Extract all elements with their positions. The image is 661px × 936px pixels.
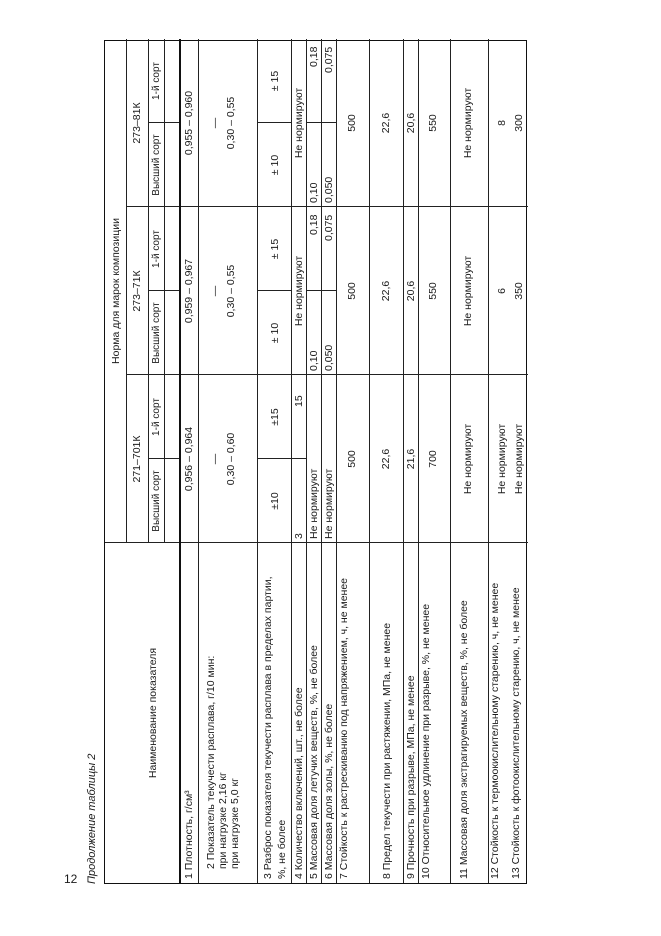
table-cell: 0,10 <box>308 182 320 203</box>
row-separator <box>257 39 258 883</box>
row-label: 10 Относительное удлинение при разрыве, %, не менее <box>420 603 432 879</box>
grade-divider <box>257 458 306 459</box>
table-cell: ± 10 <box>269 154 281 176</box>
table-cell: 500 <box>346 450 358 468</box>
table-cell: 550 <box>427 282 439 300</box>
table-cell: 0,955 – 0,960 <box>183 90 195 156</box>
table-cell: — <box>209 117 221 129</box>
table-cell: 0,050 <box>323 176 335 203</box>
table-cell: Не нормируют <box>462 255 474 327</box>
header-line <box>126 39 127 543</box>
row-label: 5 Массовая доля летучих веществ, %, не более <box>308 645 320 879</box>
table-cell: 0,075 <box>323 214 335 241</box>
table-cell: 0,10 <box>308 350 320 371</box>
table-cell: 500 <box>346 282 358 300</box>
header-line <box>148 39 149 543</box>
grade-divider <box>306 122 336 123</box>
row-label: %, не более <box>276 819 288 879</box>
brand-header: 273–71К <box>131 270 143 312</box>
table-cell: 21,6 <box>405 448 417 470</box>
table-cell: 22,6 <box>380 112 392 134</box>
table-cell: — <box>209 285 221 297</box>
table-cell: Не нормируют <box>308 468 320 539</box>
table-cell: 0,30 – 0,60 <box>225 432 237 486</box>
table-cell: 0,959 – 0,967 <box>183 258 195 324</box>
header-bottom-line <box>179 39 181 883</box>
header-line <box>164 39 165 543</box>
grade-divider <box>148 458 179 459</box>
table-cell: Не нормируют <box>293 87 305 159</box>
grade-header: 1-й сорт <box>151 230 162 268</box>
table-cell: ±10 <box>269 492 281 510</box>
row-separator <box>198 39 199 883</box>
grade-header: 1-й сорт <box>151 62 162 100</box>
table-cell: — <box>209 453 221 465</box>
continuation-label: Продолжение таблицы 2 <box>86 753 98 884</box>
row-label: 1 Плотность, г/см³ <box>183 790 195 879</box>
row-label: 9 Прочность при разрыве, МПа, не менее <box>405 675 417 879</box>
table-cell: 0,30 – 0,55 <box>225 264 237 318</box>
brand-header: 273–81К <box>131 102 143 144</box>
row-label: 8 Предел текучести при растяжении, МПа, не менее <box>381 622 393 879</box>
table-cell: Не нормируют <box>496 423 508 495</box>
row-label: 4 Количество включений, шт., не более <box>293 687 305 879</box>
table-cell: Не нормируют <box>462 423 474 495</box>
grade-header: Высший сорт <box>151 134 162 196</box>
grade-header: Высший сорт <box>151 470 162 532</box>
table-cell: 0,30 – 0,55 <box>225 96 237 150</box>
row-separator <box>336 39 337 883</box>
row-separator <box>450 39 451 883</box>
table-cell: ± 15 <box>269 238 281 260</box>
table-cell: ±15 <box>269 408 281 426</box>
table-cell: 0,075 <box>323 46 335 73</box>
row-separator <box>306 39 307 883</box>
table-cell: 6 <box>496 288 508 294</box>
row-separator <box>403 39 404 883</box>
table-cell: 8 <box>496 120 508 126</box>
page-number: 12 <box>64 872 78 886</box>
table-cell: Не нормируют <box>513 423 525 495</box>
brand-header: 271–701К <box>131 435 143 483</box>
data-table <box>104 40 527 884</box>
row-label: при нагрузке 5,0 кг <box>229 778 241 869</box>
row-label: 11 Массовая доля экстрагируемых веществ, %, не более <box>458 600 470 879</box>
table-cell: Не нормируют <box>462 87 474 159</box>
grade-divider <box>148 122 179 123</box>
norm-header: Норма для марок композиции <box>110 218 122 364</box>
table-cell: 3 <box>293 533 305 539</box>
table-cell: ± 10 <box>269 322 281 344</box>
row-label: 13 Стойкость к фотоокислительному старению, ч, не менее <box>510 587 522 879</box>
grade-header: Высший сорт <box>151 302 162 364</box>
table-cell: 15 <box>293 395 305 407</box>
table-cell: 300 <box>513 114 525 132</box>
table-cell: ± 15 <box>269 70 281 92</box>
row-label: 12 Стойкость к термоокислительному старению, ч, не менее <box>489 582 501 879</box>
row-separator <box>321 39 322 883</box>
table-cell: Не нормируют <box>323 468 335 539</box>
row-separator <box>291 39 292 883</box>
grade-divider <box>306 290 336 291</box>
table-cell: 0,050 <box>323 344 335 371</box>
table-cell: 22,6 <box>380 448 392 470</box>
table-cell: 22,6 <box>380 280 392 302</box>
row-separator <box>418 39 419 883</box>
row-label: 7 Стойкость к растрескиванию под напряжением, ч, не менее <box>338 577 350 879</box>
table-cell: 0,956 – 0,964 <box>183 426 195 492</box>
row-label: 6 Массовая доля золы, %, не более <box>323 703 335 879</box>
table-cell: Не нормируют <box>293 255 305 327</box>
table-cell: 20,6 <box>405 280 417 302</box>
table-cell: 500 <box>346 114 358 132</box>
row-separator <box>369 39 370 883</box>
table-cell: 0,18 <box>308 46 320 67</box>
table-cell: 350 <box>513 282 525 300</box>
row-label: при нагрузке 2,16 кг <box>217 772 229 869</box>
table-cell: 20,6 <box>405 112 417 134</box>
grade-header: 1-й сорт <box>151 398 162 436</box>
row-label: 2 Показатель текучести расплава, г/10 мин: <box>205 655 217 869</box>
indicator-header: Наименование показателя <box>147 647 159 779</box>
table-cell: 0,18 <box>308 214 320 235</box>
row-label: 3 Разброс показателя текучести расплава в пределах партии, <box>262 576 274 879</box>
table-cell: 700 <box>427 450 439 468</box>
table-cell: 550 <box>427 114 439 132</box>
grade-divider <box>148 290 179 291</box>
